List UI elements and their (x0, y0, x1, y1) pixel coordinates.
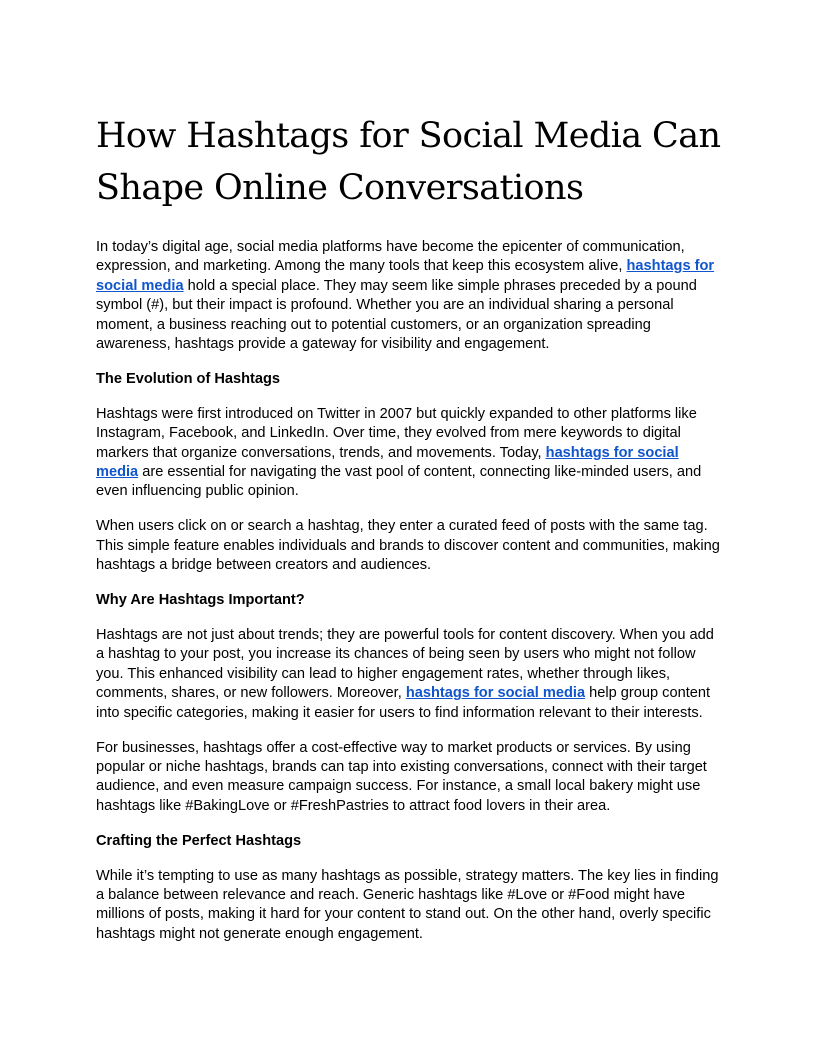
importance-text-2: help group content into specific categories, making it easier for users to find information relevant to their interests. (96, 685, 711, 721)
hashtags-link-2[interactable]: hashtags for social media (96, 444, 679, 481)
document-page (96, 110, 721, 960)
heading-crafting: Crafting the Perfect Hashtags (96, 832, 302, 849)
heading-importance: Why Are Hashtags Important? (96, 592, 305, 609)
evolution-text-1: Hashtags were first introduced on Twitter in 2007 but quickly expanded to other platforms like Instagram, Facebook, and LinkedIn. Over time, they evolved from mere keywords to digital markers that organize conversations, trends, and movements. Today, (96, 405, 697, 461)
importance-paragraph (96, 626, 721, 723)
intro-text-1: In today’s digital age, social media platforms have become the epicenter of communication, expression, and marketing. Among the many tools that keep this ecosystem alive, (96, 239, 685, 275)
document-title: How Hashtags for Social Media Can Shape Online Conversations (96, 116, 721, 208)
evolution-text-2: are essential for navigating the vast pool of content, connecting like-minded users, and even influencing public opinion. (96, 464, 702, 500)
hashtags-link-3[interactable]: hashtags for social media (405, 685, 586, 702)
business-paragraph: For businesses, hashtags offer a cost-effective way to market products or services. By using popular or niche hashtags, brands can tap into existing conversations, connect with their target audience, and even measure campaign success. For instance, a small local bakery might use hashtags like #BakingLove or #FreshPastries to attract food lovers in their area. (96, 739, 707, 814)
intro-paragraph (96, 238, 721, 354)
heading-evolution: The Evolution of Hashtags (96, 370, 281, 387)
crafting-paragraph: While it’s tempting to use as many hashtags as possible, strategy matters. The key lies in finding a balance between relevance and reach. Generic hashtags like #Love or #Food might have millions of posts, making it hard for your content to stand out. On the other hand, overly specific hashtags might not generate enough engagement. (96, 867, 719, 942)
evolution-paragraph (96, 405, 721, 502)
intro-text-2: hold a special place. They may seem like simple phrases preceded by a pound symbol (#), but their impact is profound. Whether you are an individual sharing a personal moment, a business reaching out to potential customers, or an organization spreading awareness, hashtags provide a gateway for visibility and engagement. (96, 277, 697, 353)
importance-text-1: Hashtags are not just about trends; they are powerful tools for content discovery. When you add a hashtag to your post, you increase its chances of being seen by users who might not follow you. This enhanced visibility can lead to higher engagement rates, whether through likes, comments, shares, or new followers. Moreover, (96, 627, 714, 702)
hashtags-link-1[interactable]: hashtags for social media (96, 258, 715, 294)
search-paragraph: When users click on or search a hashtag, they enter a curated feed of posts with the same tag. This simple feature enables individuals and brands to discover content and communities, making hashtags a bridge between creators and audiences. (96, 518, 720, 574)
